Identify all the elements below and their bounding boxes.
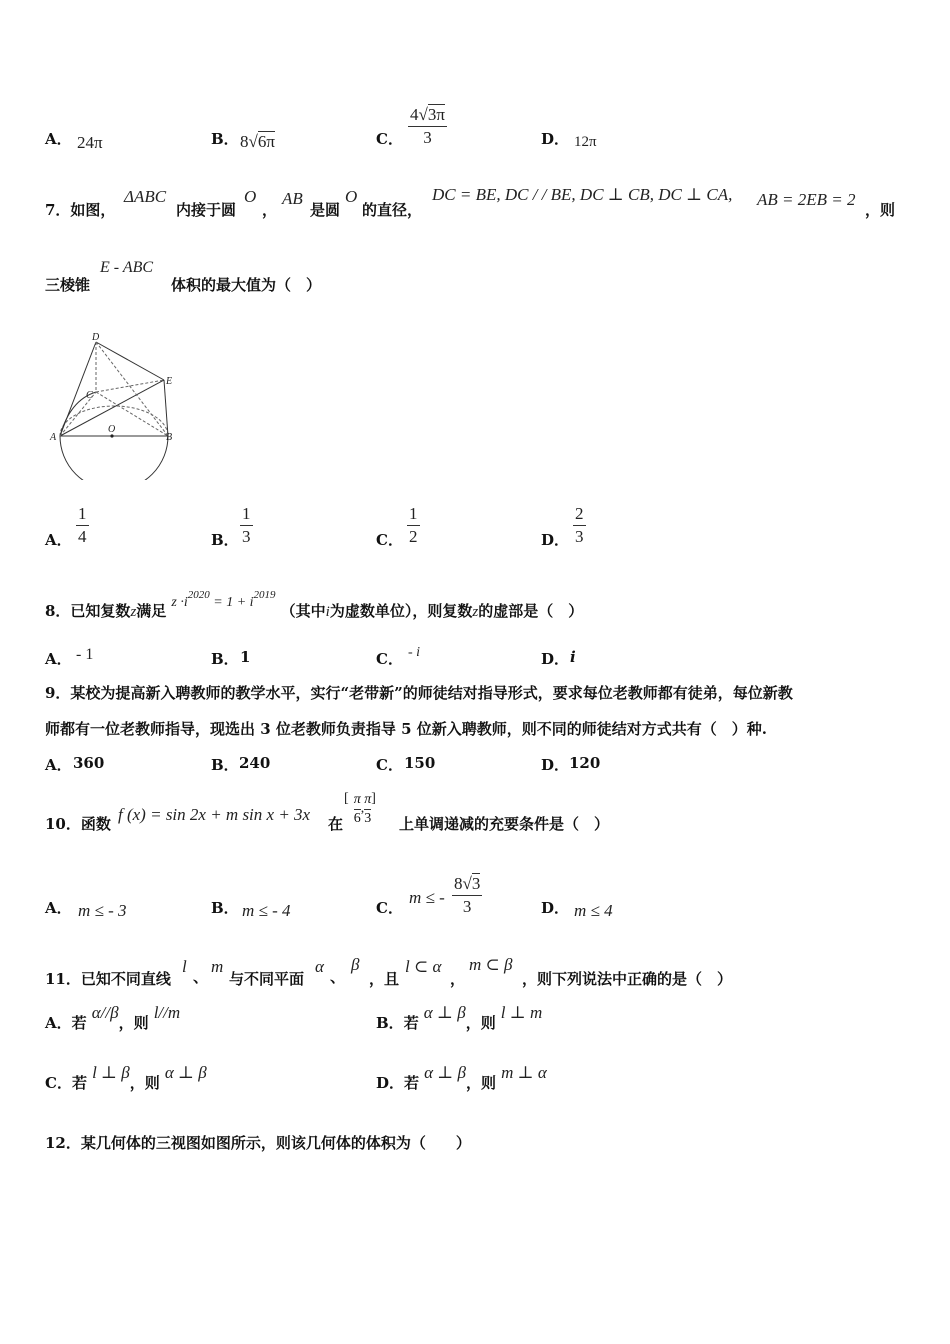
- q7-text-2: 是圆: [310, 201, 341, 219]
- q10-option-c-prefix: m ≤ -: [409, 888, 445, 907]
- q7-pyramid: E - ABC: [100, 259, 154, 276]
- q12-question: 12．某几何体的三视图如图所示，则该几何体的体积为（ ）: [45, 1134, 471, 1152]
- q7-option-c-fraction: $\frac{1}{2}$: [409, 504, 418, 546]
- q11-option-c: C．若 l ⊥ β，则 α ⊥ β: [45, 1063, 207, 1092]
- q6-option-c-fraction: $\frac{4√3\pi}{3}$: [410, 105, 445, 147]
- q7-line2-b: 体积的最大值为（ ）: [171, 276, 322, 294]
- figure-label-b: B: [166, 432, 173, 443]
- q7-option-a-fraction: $\frac{1}{4}$: [78, 504, 87, 546]
- q8-option-d-value: i: [570, 648, 576, 666]
- q11-m-in-beta: m ⊂ β: [469, 955, 513, 974]
- q7-ab-eq: AB = 2EB = 2: [757, 190, 856, 209]
- q7-circle-o-2: O: [345, 187, 358, 206]
- q7-geometry-figure: [46, 328, 182, 480]
- q8-question: 8．已知复数z满足 $z \cdot i^{2020} = 1 + i^{2019}$ （其中i为虚数单位），则复数z的虚部是（ ）: [45, 589, 584, 620]
- figure-label-o: O: [108, 424, 116, 435]
- q8-option-a-label: A．: [45, 650, 72, 668]
- q10-interval: [ $\frac{\pi}{6}$ , $\frac{\pi}{3}$ ]: [344, 791, 376, 826]
- q11-beta: β: [351, 955, 360, 974]
- q11-text-planes: 与不同平面: [229, 970, 305, 988]
- q7-option-d-label: D．: [541, 531, 570, 549]
- q11-option-a: A．若 α//β，则 l//m: [45, 1003, 181, 1032]
- q6-option-a-label: A．: [45, 130, 72, 148]
- q11-qie: ，且: [369, 970, 400, 988]
- q10-option-d-label: D．: [541, 899, 570, 917]
- q9-option-d-value: 120: [569, 754, 601, 772]
- q11-alpha: α: [315, 957, 324, 976]
- q7-line2-a: 三棱锥: [45, 276, 91, 294]
- q7-text-3: 的直径，: [362, 201, 423, 219]
- figure-label-c: C: [86, 390, 93, 401]
- q8-option-b-value: 1: [240, 648, 251, 666]
- q9-option-b-value: 240: [239, 754, 271, 772]
- q9-option-a-label: A．: [45, 756, 72, 774]
- q10-option-a-label: A．: [45, 899, 72, 917]
- q8-option-a-value: - 1: [76, 646, 94, 663]
- sqrt-symbol: √: [248, 132, 258, 151]
- q7-conditions: DC = BE, DC / / BE, DC ⊥ CB, DC ⊥ CA,: [432, 185, 733, 204]
- q8-option-d-label: D．: [541, 650, 570, 668]
- q7-sep: ，: [262, 201, 278, 219]
- q9-line-2: 师都有一位老教师指导，现选出 3 位老教师负责指导 5 位新入聘教师，则不同的师徒结对方式共有（ ）种.: [45, 720, 767, 738]
- q11-option-d: D．若 α ⊥ β，则 m ⊥ α: [376, 1063, 547, 1092]
- q10-option-d-value: m ≤ 4: [574, 901, 613, 920]
- q9-line-1: 9．某校为提高新入聘教师的教学水平，实行“老带新”的师徒结对指导形式，要求每位老教师都有徒弟，每位新教: [45, 684, 793, 702]
- q11-number: 11．已知不同直线: [45, 970, 171, 988]
- q9-option-b-label: B．: [211, 756, 239, 774]
- q8-option-c-label: C．: [376, 650, 403, 668]
- q6-option-b-value: 8√6π: [240, 132, 275, 151]
- figure-label-a: A: [50, 432, 57, 443]
- q7-triangle: ΔABC: [124, 187, 167, 206]
- q6-option-d-value: 12π: [574, 134, 597, 150]
- q11-dun-2: 、: [330, 968, 346, 986]
- q11-l-in-alpha: l ⊂ α: [405, 957, 442, 976]
- q11-question-tail: ，则下列说法中正确的是（ ）: [522, 970, 733, 988]
- q10-option-b-label: B．: [211, 899, 239, 917]
- q9-option-c-value: 150: [404, 754, 436, 772]
- q10-option-a-value: m ≤ - 3: [78, 901, 127, 920]
- q11-line-m: m: [211, 957, 224, 976]
- q11-dun-1: 、: [193, 968, 209, 986]
- q10-question-tail: 上单调递减的充要条件是（ ）: [399, 815, 610, 833]
- q7-option-b-label: B．: [211, 531, 239, 549]
- q9-option-c-label: C．: [376, 756, 403, 774]
- q7-text-1: 内接于圆: [176, 201, 237, 219]
- q7-circle-o: O: [244, 187, 257, 206]
- q6-option-c-label: C．: [376, 130, 403, 148]
- q10-option-c-fraction: $\frac{8√3}{3}$: [454, 874, 481, 916]
- q7-option-a-label: A．: [45, 531, 72, 549]
- q8-option-b-label: B．: [211, 650, 239, 668]
- q10-number: 10．函数: [45, 815, 111, 833]
- figure-label-e: E: [166, 376, 173, 387]
- q10-text-zai: 在: [328, 815, 344, 833]
- q6-option-d-label: D．: [541, 130, 570, 148]
- q11-option-b: B．若 α ⊥ β，则 l ⊥ m: [376, 1003, 543, 1032]
- q10-option-c-label: C．: [376, 899, 403, 917]
- figure-label-d: D: [92, 332, 100, 343]
- q10-option-b-value: m ≤ - 4: [242, 901, 291, 920]
- q11-line-l: l: [182, 957, 187, 976]
- q7-option-b-fraction: $\frac{1}{3}$: [242, 504, 251, 546]
- q6-option-b-label: B．: [211, 130, 239, 148]
- q11-comma: ，: [450, 970, 466, 988]
- q7-ab: AB: [282, 189, 303, 208]
- q7-number: 7．如图，: [45, 201, 116, 219]
- q7-option-c-label: C．: [376, 531, 403, 549]
- q9-option-a-value: 360: [73, 754, 105, 772]
- q7-text-4: ，则: [865, 201, 896, 219]
- q9-option-d-label: D．: [541, 756, 570, 774]
- q8-option-c-value: - i: [408, 645, 421, 660]
- q10-function: f (x) = sin 2x + m sin x + 3x: [118, 805, 311, 824]
- q6-option-a-value: 24π: [77, 133, 103, 152]
- q7-option-d-fraction: $\frac{2}{3}$: [575, 504, 584, 546]
